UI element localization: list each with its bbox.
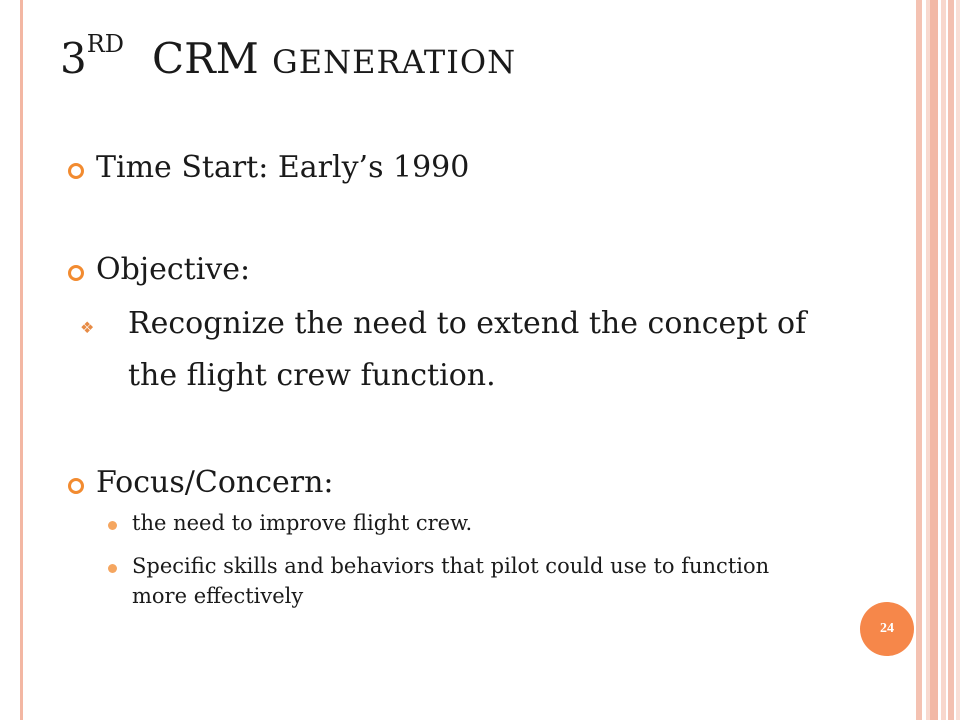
sub-bullet-skills-continuation: more effectively (132, 584, 304, 608)
title-number: 3 (60, 34, 87, 83)
ring-bullet-icon (68, 163, 84, 179)
sub-bullet-improve: the need to improve flight crew. (132, 511, 473, 535)
slide-title (60, 30, 517, 84)
dot-bullet-icon (108, 564, 117, 573)
bullet-objective: Objective: (96, 252, 251, 287)
dot-bullet-icon (108, 521, 117, 530)
sub-bullet-skills: Specific skills and behaviors that pilot could use to function (132, 554, 770, 578)
title-superscript: RD (86, 30, 125, 58)
stripe (916, 0, 922, 720)
stripe (930, 0, 938, 720)
four-diamond-icon: ❖ (80, 318, 95, 337)
bullet-time-start: Time Start: Early’s 1990 (96, 150, 470, 185)
stripe (956, 0, 960, 720)
title-generation: GENERATION (272, 43, 517, 81)
stripe (948, 0, 954, 720)
right-decorative-stripes (916, 0, 960, 720)
ring-bullet-icon (68, 265, 84, 281)
title-crm: CRM (152, 34, 259, 83)
page-number: 24 (860, 602, 914, 656)
bullet-focus-concern: Focus/Concern: (96, 465, 334, 500)
stripe (941, 0, 946, 720)
bullet-objective-detail-continuation: the flight crew function. (128, 358, 496, 393)
bullet-objective-detail: Recognize the need to extend the concept of (128, 306, 807, 341)
left-accent-rule (20, 0, 23, 720)
ring-bullet-icon (68, 478, 84, 494)
